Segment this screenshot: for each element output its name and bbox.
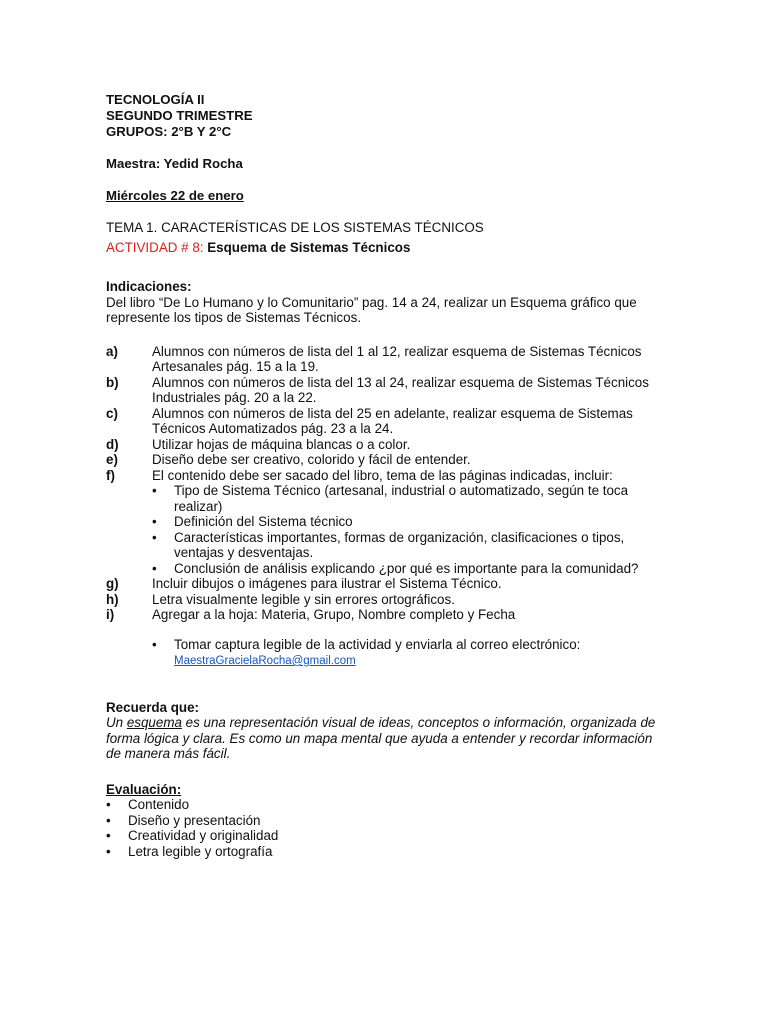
bullet-item [106,828,666,844]
indications-heading: Indicaciones: [106,279,192,294]
list-item [106,375,666,406]
list-item [106,592,666,608]
list-item-text: Letra visualmente legible y sin errores ortográficos. [152,591,455,607]
list-marker: d) [106,436,119,452]
list-marker: g) [106,576,119,591]
recuerda-pre: Un [106,715,127,730]
list-item [106,406,666,437]
instructions-list [106,344,666,623]
bullet-icon: • [152,560,157,576]
bullet-icon: • [152,514,157,529]
bullet-icon: • [106,812,111,828]
capture-text: Tomar captura legible de la actividad y enviarla al correo electrónico: [174,636,581,652]
bullet-text: Letra legible y ortografía [128,843,273,859]
list-item-text: Utilizar hojas de máquina blancas o a color. [152,436,411,452]
list-item [106,437,666,453]
recuerda-term: esquema [126,715,182,730]
activity-heading [106,240,666,256]
teacher-name: Maestra: Yedid Rocha [106,156,243,171]
list-marker: b) [106,374,119,390]
bullet-item [152,530,666,561]
evaluation-heading: Evaluación: [106,781,182,797]
bullet-icon: • [152,529,157,545]
list-item [106,468,666,577]
recuerda-text [106,715,666,762]
groups: GRUPOS: 2°B Y 2°C [106,124,232,139]
list-item-text: Agregar a la hoja: Materia, Grupo, Nombre completo y Fecha [152,607,516,622]
list-item-text: Alumnos con números de lista del 25 en adelante, realizar esquema de Sistemas Técnicos Automatizados pág. 23 a la 24. [152,405,633,436]
bullet-icon: • [106,828,111,843]
list-item [106,576,666,592]
recuerda-post: es una representación visual de ideas, conceptos o información, organizada de forma lógica y clara. Es como un mapa mental que ayuda a entender y recordar información de manera más fácil. [106,715,656,761]
bullet-text: Definición del Sistema técnico [174,514,353,529]
list-item-text: Alumnos con números de lista del 13 al 24, realizar esquema de Sistemas Técnicos Industriales pág. 20 a la 22. [152,374,649,405]
bullet-item [106,844,666,860]
bullet-icon: • [152,483,157,498]
bullet-item [152,561,666,577]
list-item-text: Incluir dibujos o imágenes para ilustrar el Sistema Técnico. [152,576,502,591]
bullet-item [152,637,666,670]
bullet-icon: • [106,797,111,812]
list-item [106,452,666,468]
capture-bullets [152,637,666,670]
evaluation-list [106,797,666,859]
bullet-text: Conclusión de análisis explicando ¿por qué es importante para la comunidad? [174,560,639,576]
tema-title: TEMA 1. CARACTERÍSTICAS DE LOS SISTEMAS TÉCNICOS [106,220,484,235]
list-item-text: Diseño debe ser creativo, colorido y fácil de entender. [152,452,471,467]
list-marker: f) [106,467,115,483]
list-item [106,344,666,375]
content-bullets [152,483,666,576]
bullet-text: Características importantes, formas de organización, clasificaciones o tipos, ventajas y desventajas. [174,529,625,560]
bullet-icon: • [152,636,157,652]
trimester: SEGUNDO TRIMESTRE [106,108,253,123]
list-item-text: Alumnos con números de lista del 1 al 12, realizar esquema de Sistemas Técnicos Artesanales pág. 15 a la 19. [152,343,642,374]
bullet-text: Diseño y presentación [128,812,261,828]
list-marker: i) [106,607,115,622]
list-marker: a) [106,343,118,359]
document-page [106,92,666,859]
activity-label: ACTIVIDAD # 8: [106,239,204,255]
bullet-text: Contenido [128,797,190,812]
list-item-text: El contenido debe ser sacado del libro, tema de las páginas indicadas, incluir: [152,467,613,483]
list-marker: e) [106,452,118,467]
course-title: TECNOLOGÍA II [106,92,205,107]
list-marker: h) [106,591,119,607]
bullet-item [152,514,666,530]
bullet-icon: • [106,843,111,859]
bullet-item [106,813,666,829]
date-heading: Miércoles 22 de enero [106,188,244,203]
bullet-item [152,483,666,514]
recuerda-heading: Recuerda que: [106,699,200,715]
activity-title: Esquema de Sistemas Técnicos [207,239,411,255]
list-item [106,607,666,623]
list-marker: c) [106,405,118,421]
indications-intro: Del libro “De Lo Humano y lo Comunitario” pag. 14 a 24, realizar un Esquema gráfico que represente los tipos de Sistemas Técnicos. [106,294,637,325]
bullet-text: Creatividad y originalidad [128,828,279,843]
bullet-text: Tipo de Sistema Técnico (artesanal, industrial o automatizado, según te toca realizar) [174,483,629,514]
bullet-item [106,797,666,813]
email-link[interactable]: MaestraGracielaRocha@gmail.com [174,655,356,667]
